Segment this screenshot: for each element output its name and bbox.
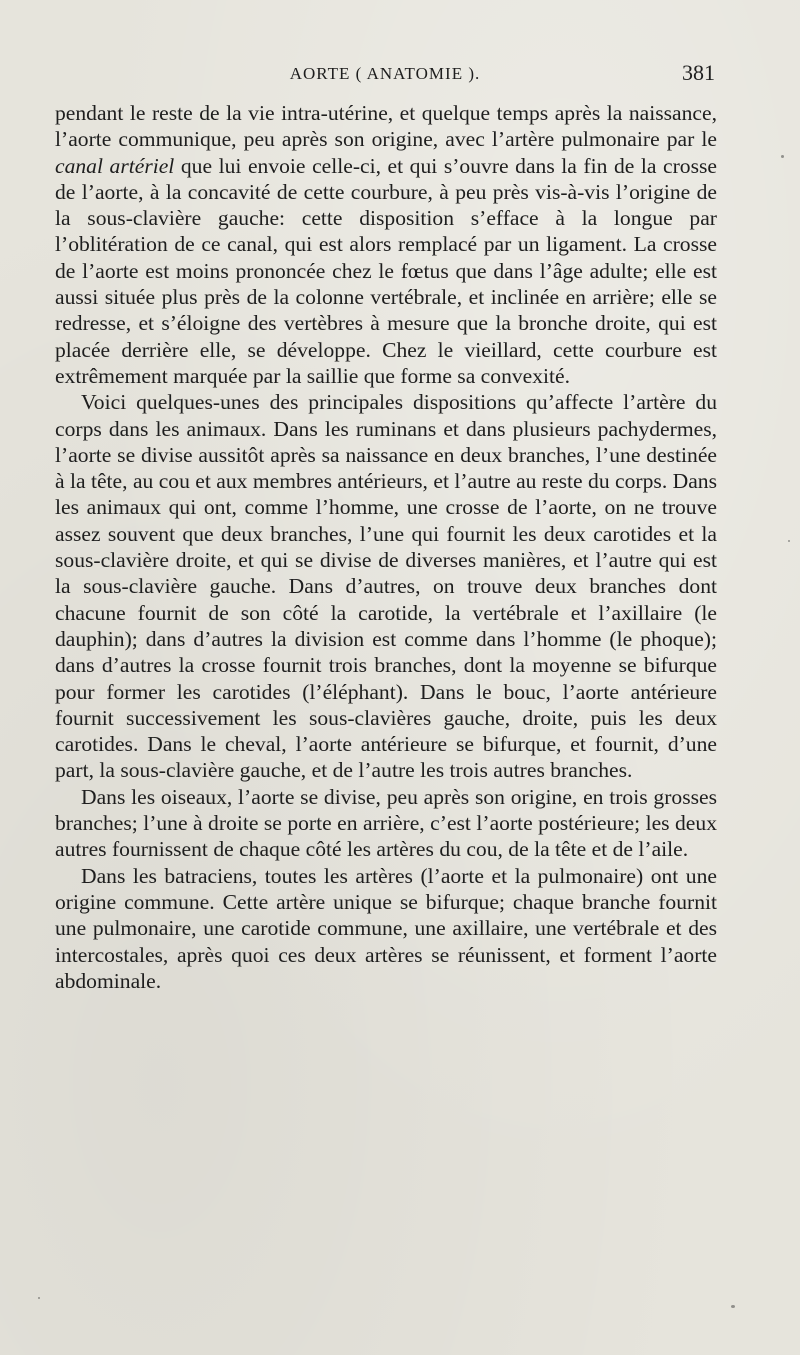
paragraph-1	[55, 100, 717, 389]
paper-speck	[781, 155, 784, 158]
page-number: 381	[682, 60, 715, 85]
paragraph-1-text-b: que lui envoie celle-ci, et qui s’ouvre dans la fin de la crosse de l’aorte, à la concavité de cette courbure, à peu près vis-à-vis l’origine de la sous-clavière gauche: cette disposition s’efface à la longue par l’oblitération de ce canal, qui est alors remplacé par un ligament. La crosse de l’aorte est moins prononcée chez le fœtus que dans l’âge adulte; elle est aussi située plus près de la colonne vertébrale, et inclinée en arrière; elle se redresse, et s’éloigne des vertèbres à mesure que la bronche droite, qui est placée derrière elle, se développe. Chez le vieillard, cette courbure est extrêmement marquée par la saillie que forme sa convexité.	[55, 153, 717, 388]
running-head: AORTE ( ANATOMIE ).	[289, 64, 481, 83]
paper-speck	[38, 1297, 40, 1299]
paragraph-2-text: Voici quelques-unes des principales dispositions qu’affecte l’artère du corps dans les animaux. Dans les ruminans et dans plusieurs pachydermes, l’aorte se divise aussitôt après sa naissance en deux branches, l’une destinée à la tête, au cou et aux membres antérieurs, et l’autre au reste du corps. Dans les animaux qui ont, comme l’homme, une crosse de l’aorte, on ne trouve assez souvent que deux branches, l’une qui fournit les deux carotides et la sous-clavière droite, et qui se divise de diverses manières, et l’autre qui est la sous-clavière gauche. Dans d’autres, on trouve deux branches dont chacune fournit de son côté la carotide, la vertébrale et l’axillaire (le dauphin); dans d’autres la division est comme dans l’homme (le phoque); dans d’autres la crosse fournit trois branches, dont la moyenne se bifurque pour former les carotides (l’éléphant). Dans le bouc, l’aorte antérieure fournit successivement les sous-clavières gauche, droite, puis les deux carotides. Dans le cheval, l’aorte antérieure se bifurque, et fournit, d’une part, la sous-clavière gauche, et de l’autre les trois autres branches.	[55, 390, 717, 783]
body-text	[55, 100, 717, 994]
paper-speck	[788, 540, 790, 542]
paragraph-3	[55, 784, 717, 863]
paragraph-4	[55, 863, 717, 994]
paper-speck	[731, 1305, 735, 1308]
paragraph-2	[55, 389, 717, 783]
page-header	[55, 60, 715, 96]
paragraph-1-text-a: pendant le reste de la vie intra-utérine, et quelque temps après la naissance, l’aorte communique, peu après son origine, avec l’artère pulmonaire par le	[55, 101, 717, 152]
paragraph-3-text: Dans les oiseaux, l’aorte se divise, peu après son origine, en trois grosses branches; l’une à droite se porte en arrière, c’est l’aorte postérieure; les deux autres fournissent de chaque côté les artères du cou, de la tête et de l’aile.	[55, 784, 717, 862]
paragraph-4-text: Dans les batraciens, toutes les artères (l’aorte et la pulmonaire) ont une origine commune. Cette artère unique se bifurque; chaque branche fournit une pulmonaire, une carotide commune, une axillaire, une vertébrale et des intercostales, après quoi ces deux artères se réunissent, et forment l’aorte abdominale.	[55, 863, 717, 993]
paragraph-1-italic-term: canal artériel	[55, 153, 175, 178]
